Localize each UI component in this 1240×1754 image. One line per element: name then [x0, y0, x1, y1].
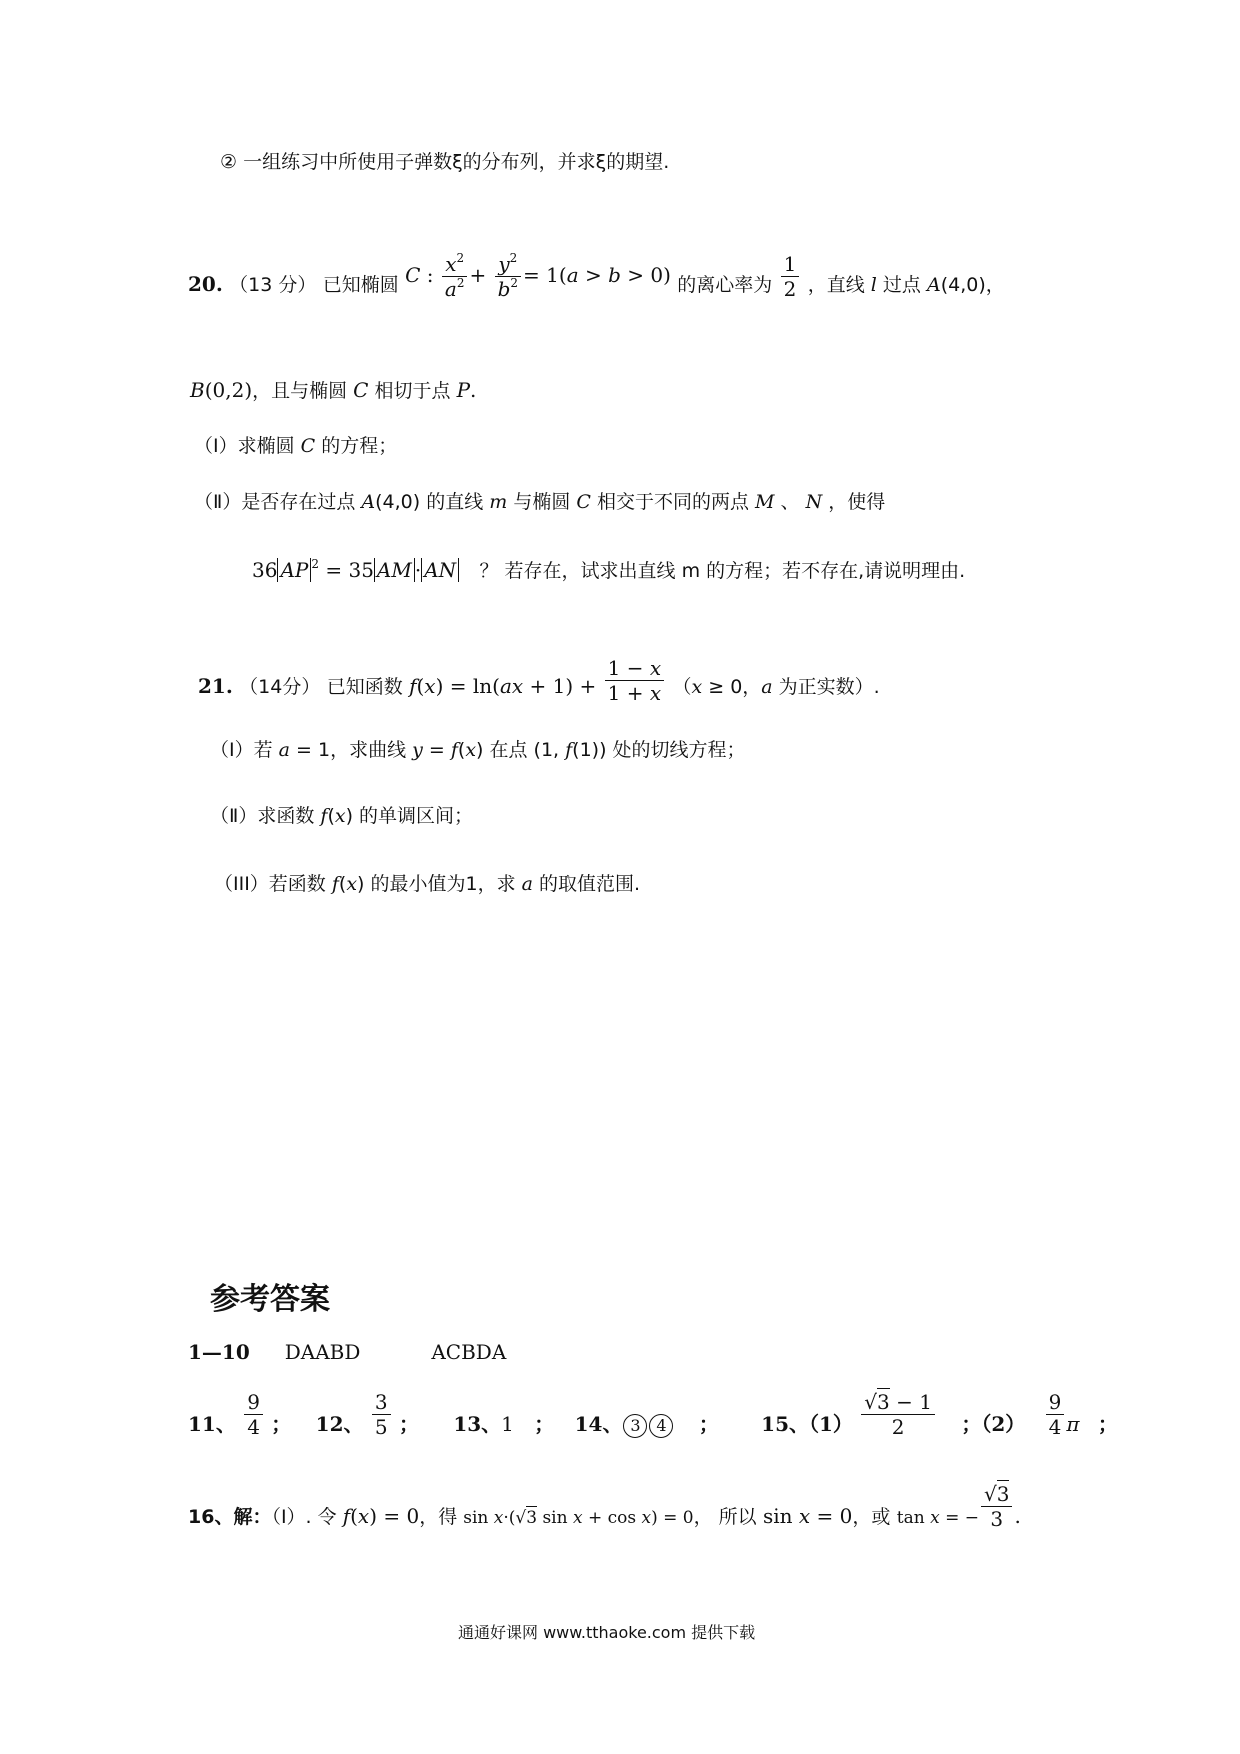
q20-eccentricity-value: $\frac{1}{2}$: [781, 252, 800, 301]
q19-item2: ② 一组练习中所使用子弹数ξ的分布列，并求ξ的期望.: [220, 151, 670, 173]
q21-function: f(x) = ln(ax + 1) + $\frac{1 - x}{1 + x}$: [409, 656, 666, 705]
q20-line1: 20. （13 分） 已知椭圆 C : $\frac{x^2}{a^2}$ + $\frac{y^2}{b^2}$ = 1(a > b > 0) 的离心率为 $\frac{1}{2}$ ，直线 l 过点 A(4,0)，: [188, 251, 1005, 301]
answers-heading: 参考答案: [210, 1282, 330, 1317]
footer-text: 通通好课网 www.tthaoke.com 提供下载: [458, 1623, 756, 1642]
q21-part3: （III）若函数 f(x) 的最小值为1，求 a 的取值范围.: [214, 873, 641, 895]
q20-part1: （Ⅰ）求椭圆 C 的方程；: [194, 435, 398, 457]
answers-mc: 1—10 DAABD ACBDA: [188, 1340, 507, 1364]
q20-part2-equation: 36 AP $^2$ = 35 AM · AN ？ 若存在，试求出直线 m 的方程；若不存在,请说明理由.: [252, 557, 966, 582]
answers-q16: 16、解：（Ⅰ）. 令 f(x) = 0，得 $_{sin x\cdot(√3 sin x + cos x) = 0}$， 所以 sin x = 0，或 $_{tan x = -}$ $\frac{√3}{3}$ .: [188, 1482, 1021, 1531]
q21-line1: 21. （14分） 已知函数 f(x) = ln(ax + 1) + $\frac{1 - x}{1 + x}$ （x ≥ 0，a 为正实数）.: [198, 656, 880, 705]
answers-fill: 11、 $\frac{9}{4}$ ； 12、 $\frac{3}{5}$ ； 13、1 ； 14、 3 4 ； 15、（1） $\frac{√3 - 1}{2}$ ；（2） $\frac{9}{4}$ π ；: [188, 1390, 1118, 1439]
q21-part2: （Ⅱ）求函数 f(x) 的单调区间；: [210, 805, 474, 827]
q20-line2: B(0,2)，且与椭圆 C 相切于点 P.: [190, 378, 477, 402]
q20-number: 20.: [188, 272, 223, 296]
q20-part2: （Ⅱ）是否存在过点 A(4,0) 的直线 m 与椭圆 C 相交于不同的两点 M 、 N ，使得: [194, 491, 886, 513]
q20-ellipse-equation: C : $\frac{x^2}{a^2}$ + $\frac{y^2}{b^2}$ = 1(a > b > 0): [405, 251, 671, 301]
q21-part1: （Ⅰ）若 a = 1，求曲线 y = f(x) 在点 (1, f(1)) 处的切线方程；: [210, 739, 746, 761]
